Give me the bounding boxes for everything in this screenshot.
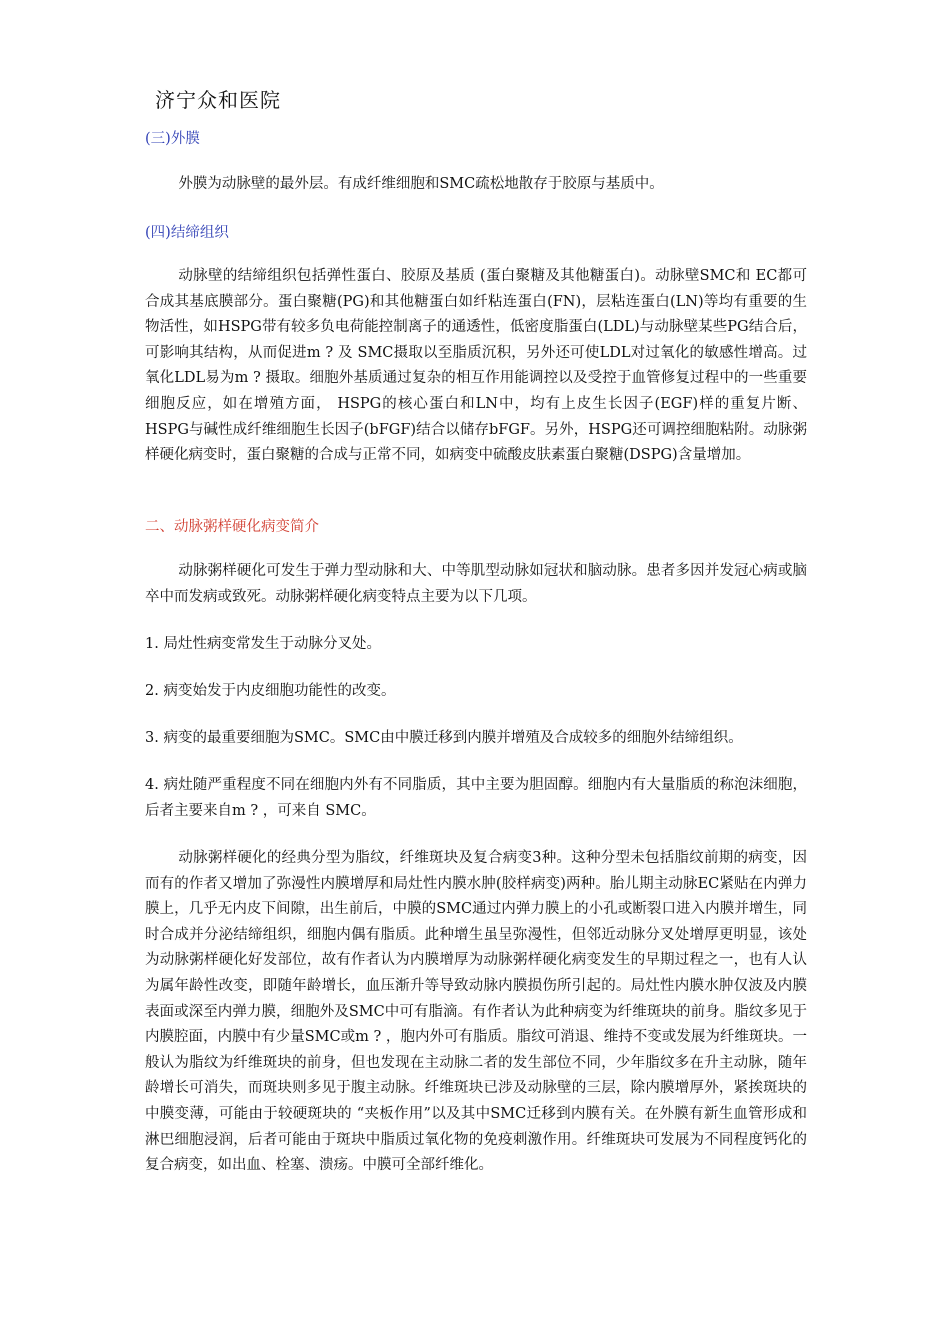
list-item-4: 4. 病灶随严重程度不同在细胞内外有不同脂质，其中主要为胆固醇。细胞内有大量脂质的称泡沫细胞，后者主要来自m ? ，可来自 SMC。 — [145, 777, 807, 819]
section-heading-adventitia: (三)外膜 — [145, 131, 200, 147]
paragraph-connective-tissue: 动脉壁的结缔组织包括弹性蛋白、胶原及基质 (蛋白聚糖及其他糖蛋白)。动脉壁SMC和 EC都可合成其基底膜部分。蛋白聚糖(PG)和其他糖蛋白如纤粘连蛋白(FN)，层粘连蛋白(LN)等均有重要的生物活性，如HSPG带有较多负电荷能控制离子的通透性，低密度脂蛋白(LDL)与动脉壁某些PG结合后，可影响其结构，从而促进m ? 及 SMC摄取以至脂质沉积，另外还可使LDL对过氧化的敏感性增高。过氧化LDL易为m ? 摄取。细胞外基质通过复杂的相互作用能调控以及受控于血管修复过程中的一些重要细胞反应，如在增殖方面， HSPG的核心蛋白和LN中，均有上皮生长因子(EGF)样的重复片断、HSPG与碱性成纤维细胞生长因子(bFGF)结合以储存bFGF。另外，HSPG还可调控细胞粘附。动脉粥样硬化病变时，蛋白聚糖的合成与正常不同，如病变中硫酸皮肤素蛋白聚糖(DSPG)含量增加。 — [145, 268, 807, 464]
paragraph-adventitia: 外膜为动脉壁的最外层。有成纤维细胞和SMC疏松地散存于胶原与基质中。 — [178, 176, 664, 192]
list-item-1: 1. 局灶性病变常发生于动脉分叉处。 — [145, 636, 381, 652]
section-heading-atherosclerosis-intro: 二、动脉粥样硬化病变简介 — [145, 519, 319, 535]
paragraph-classification: 动脉粥样硬化的经典分型为脂纹，纤维斑块及复合病变3种。这种分型未包括脂纹前期的病变，因而有的作者又增加了弥漫性内膜增厚和局灶性内膜水肿(胶样病变)两种。胎儿期主动脉EC紧贴在内弹力膜上，几乎无内皮下间隙，出生前后，中膜的SMC通过内弹力膜上的小孔或断裂口进入内膜并增生，同时合成并分泌结缔组织，细胞内偶有脂质。此种增生虽呈弥漫性，但邻近动脉分叉处增厚更明显，该处为动脉粥样硬化好发部位，故有作者认为内膜增厚为动脉粥样硬化病变发生的早期过程之一，也有人认为属年龄性改变，即随年龄增长，血压渐升等导致动脉内膜损伤所引起的。局灶性内膜水肿仅波及内膜表面或深至内弹力膜，细胞外及SMC中可有脂滴。有作者认为此种病变为纤维斑块的前身。脂纹多见于内膜腔面，内膜中有少量SMC或m ? ，胞内外可有脂质。脂纹可消退、维持不变或发展为纤维斑块。一般认为脂纹为纤维斑块的前身，但也发现在主动脉二者的发生部位不同，少年脂纹多在升主动脉，随年龄增长可消失，而斑块则多见于腹主动脉。纤维斑块已涉及动脉壁的三层，除内膜增厚外，紧挨斑块的中膜变薄，可能由于较硬斑块的 “夹板作用”以及其中SMC迁移到内膜有关。在外膜有新生血管形成和淋巴细胞浸润，后者可能由于斑块中脂质过氧化物的免疫刺激作用。纤维斑块可发展为不同程度钙化的复合病变，如出血、栓塞、溃疡。中膜可全部纤维化。 — [145, 850, 807, 1174]
hospital-name: 济宁众和医院 — [155, 88, 281, 112]
section-heading-connective-tissue: (四)结缔组织 — [145, 225, 229, 241]
list-item-3: 3. 病变的最重要细胞为SMC。SMC由中膜迁移到内膜并增殖及合成较多的细胞外结缔组织。 — [145, 730, 743, 746]
list-item-2: 2. 病变始发于内皮细胞功能性的改变。 — [145, 683, 396, 699]
paragraph-atherosclerosis-intro: 动脉粥样硬化可发生于弹力型动脉和大、中等肌型动脉如冠状和脑动脉。患者多因并发冠心病或脑卒中而发病或致死。动脉粥样硬化病变特点主要为以下几项。 — [145, 563, 807, 605]
